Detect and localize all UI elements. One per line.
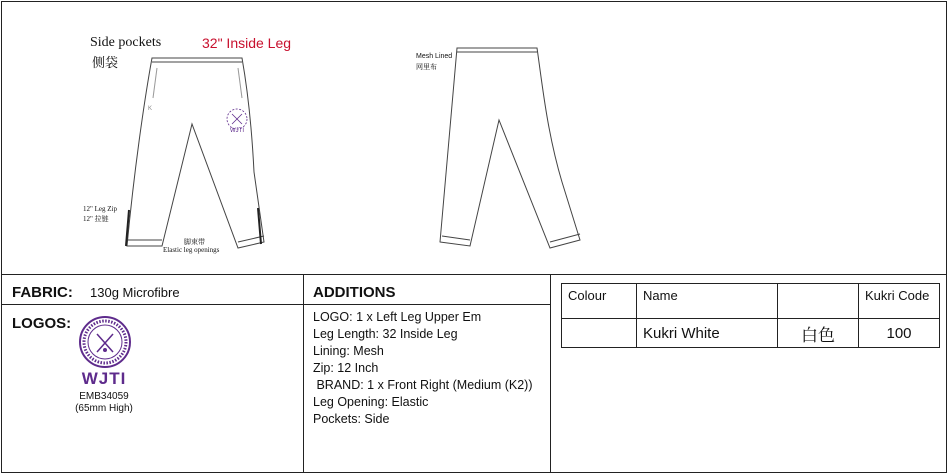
logo-size: (65mm High) <box>75 403 133 414</box>
header-kukri-code: Kukri Code <box>859 284 940 319</box>
addition-item: Lining: Mesh <box>313 344 384 358</box>
leg-logo-mark <box>227 109 247 134</box>
header-blank <box>778 284 859 319</box>
side-pockets-note: Side pockets <box>90 35 162 50</box>
addition-item: Pockets: Side <box>313 412 390 426</box>
club-crest-icon <box>78 315 132 369</box>
fabric-row-divider <box>2 304 550 305</box>
section-divider <box>2 274 946 275</box>
inside-leg-note: 32" Inside Leg <box>202 35 292 51</box>
header-colour: Colour <box>562 284 637 319</box>
additions-label: ADDITIONS <box>313 284 396 301</box>
addition-item: Leg Opening: Elastic <box>313 395 429 409</box>
spec-sheet <box>1 1 947 473</box>
leg-zip-note-zh: 12" 拉链 <box>83 215 109 223</box>
back-trousers-drawing <box>440 48 580 248</box>
table-row <box>562 319 940 348</box>
elastic-note: Elastic leg openings <box>163 246 220 254</box>
addition-item: Zip: 12 Inch <box>313 361 379 375</box>
elastic-note-zh: 脚束带 <box>184 238 205 246</box>
mesh-lined-note: Mesh Lined <box>416 53 453 60</box>
fabric-label: FABRIC: <box>12 284 73 301</box>
cell-code: 100 <box>859 319 940 348</box>
mesh-lined-note-zh: 网里布 <box>416 63 437 71</box>
additions-list <box>313 309 533 428</box>
svg-text:WJTI: WJTI <box>230 128 244 134</box>
fabric-value: 130g Microfibre <box>90 285 180 300</box>
logo-embroidery-code: EMB34059 <box>79 391 129 402</box>
colour-table <box>561 283 940 348</box>
addition-item: Leg Length: 32 Inside Leg <box>313 327 458 341</box>
cell-colour <box>562 319 637 348</box>
cell-name-zh: 白色 <box>778 319 859 348</box>
header-name: Name <box>637 284 778 319</box>
svg-text:K: K <box>148 106 153 112</box>
leg-zip-note: 12" Leg Zip <box>83 205 117 213</box>
cell-name: Kukri White <box>637 319 778 348</box>
side-pockets-note-zh: 侧袋 <box>92 55 119 70</box>
column-divider-2 <box>550 274 551 472</box>
logo-wordmark: WJTI <box>81 369 127 388</box>
front-trousers-drawing <box>126 58 264 248</box>
logos-label: LOGOS: <box>12 315 72 332</box>
logo-code <box>2 391 206 415</box>
addition-item: LOGO: 1 x Left Leg Upper Em <box>313 310 482 324</box>
colour-table-header <box>562 284 940 319</box>
addition-item: BRAND: 1 x Front Right (Medium (K2)) <box>313 378 533 392</box>
